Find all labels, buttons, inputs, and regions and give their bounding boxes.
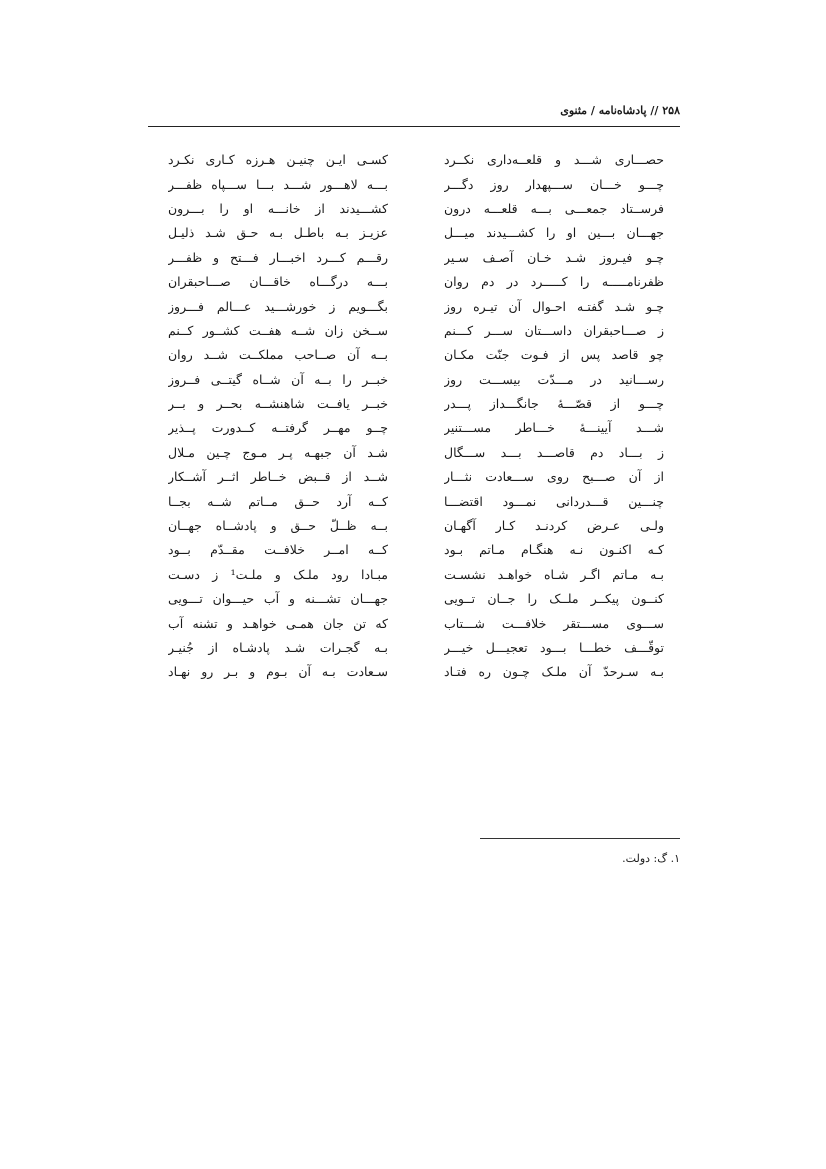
hemistich-first: ولـی عـرض کردنـد کـار آگهـان [444, 518, 664, 534]
hemistich-second: عزیـز بـه باطـل بـه حـق شـد ذلیـل [168, 225, 388, 241]
footnote-rule [480, 838, 680, 839]
hemistich-first: توقّـــف خطـــا بـــود تعجیـــل خیـــر [444, 640, 664, 655]
hemistich-first: کنــون پیکــر ملــک را جــان تــویی [444, 591, 664, 607]
hemistich-second: کشـــیدند از خانـــه او را بـــرون [168, 200, 388, 216]
hemistich-second: بـــه درگـــاه خاقـــان صـــاحبقران [168, 274, 388, 290]
hemistich-first: ظفرنامـــــه را کـــــرد در دم روان [444, 274, 664, 290]
hemistich-second: شــد از قــبض خــاطر اثــر آشــکار [168, 469, 388, 485]
hemistich-second: بــه ظــلّ حــق و پادشــاه جهــان [168, 518, 388, 534]
hemistich-second: خبــر یافــت شاهنشــه بحــر و بــر [168, 396, 388, 412]
hemistich-second: بــه آن صــاحب مملکــت شــد روان [168, 347, 388, 363]
hemistich-first: چو قاصد پس از فـوت جنّت مکـان [444, 347, 664, 363]
couplet [168, 270, 664, 294]
hemistich-second: کسـی ایـن چنیـن هـرزه کـاری نکـرد [168, 152, 388, 168]
poem-body [168, 148, 664, 685]
hemistich-second: کــه امــر خلافــت مقــدّم بــود [168, 542, 388, 558]
couplet [168, 587, 664, 611]
hemistich-first: از آن صـــبح روی ســـعادت نثـــار [444, 469, 664, 485]
hemistich-first: فرســتاد جمعـــی بـــه قلعـــه درون [444, 200, 664, 216]
couplet [168, 441, 664, 465]
hemistich-first: چـــو خـــان ســـپهدار روز دگـــر [444, 176, 664, 192]
hemistich-second: که تن جان همـی خواهـد و تشنه آب [168, 615, 388, 631]
couplet [168, 368, 664, 392]
hemistich-first: ز صـــاحبقران داســـتان ســـر کـــنم [444, 322, 664, 338]
couplet [168, 148, 664, 172]
couplet [168, 489, 664, 513]
hemistich-first: حصـــاری شـــد و قلعــه‌داری نکــرد [444, 152, 664, 168]
hemistich-first: ســـوی مســـتقر خلافـــت شـــتاب [444, 615, 664, 631]
hemistich-first: رســـانید در مـــدّت بیســـت روز [444, 371, 664, 387]
hemistich-second: بـــه لاهـــور شـــد بـــا ســـپاه ظفـــر [168, 176, 388, 192]
couplet [168, 343, 664, 367]
hemistich-first: جهـــان بـــین او را کشـــیدند میـــل [444, 225, 664, 241]
couplet [168, 563, 664, 587]
hemistich-first: چنـــین قـــدردانی نمـــود اقتضـــا [444, 493, 664, 509]
hemistich-first: شـــد آیینـــهٔ خـــاطر مســـتنیر [444, 420, 664, 436]
running-head: ۲۵۸ // پادشاه‌نامه / مثنوی [560, 104, 680, 117]
hemistich-second: چــو مهــر گرفتــه کــدورت پــذیر [168, 420, 388, 436]
hemistich-second: جهـــان تشـــنه و آب حیـــوان تـــویی [168, 591, 388, 607]
couplet [168, 611, 664, 635]
footnote: ۱. گ: دولت. [622, 852, 680, 865]
hemistich-second: مبـادا رود ملـک و ملـت¹ ز دسـت [168, 566, 388, 582]
hemistich-first: چـو شـد گفتـه احـوال آن تیـره روز [444, 298, 664, 314]
hemistich-second: بگـــویم ز خورشـــید عـــالم فـــروز [168, 298, 388, 314]
couplet [168, 465, 664, 489]
couplet [168, 221, 664, 245]
couplet [168, 172, 664, 196]
couplet [168, 514, 664, 538]
hemistich-second: خبــر را بــه آن شــاه گیتــی فــروز [168, 371, 388, 387]
hemistich-first: کـه اکنـون نـه هنگـام مـاتم بـود [444, 542, 664, 558]
hemistich-second: کــه آرد حــق مــاتم شــه بجــا [168, 493, 388, 509]
couplet [168, 416, 664, 440]
couplet [168, 636, 664, 660]
hemistich-second: بـه گجـرات شـد پادشـاه از جُنیـر [168, 640, 388, 655]
hemistich-first: چـــو از قصّـــهٔ جانگـــداز پـــدر [444, 396, 664, 412]
hemistich-first: ز بـــاد دم قاصـــد بـــد ســـگال [444, 444, 664, 460]
header-rule [148, 126, 680, 127]
hemistich-first: چـو فیـروز شـد خـان آصـف سـیر [444, 249, 664, 265]
couplet [168, 392, 664, 416]
couplet [168, 660, 664, 684]
couplet [168, 294, 664, 318]
couplet [168, 319, 664, 343]
hemistich-second: شـد آن جبهـه پـر مـوج چـین مـلال [168, 444, 388, 460]
hemistich-first: بـه مـاتم اگـر شـاه خواهـد نشسـت [444, 566, 664, 582]
couplet [168, 197, 664, 221]
hemistich-first: بـه سـرحدّ آن ملـک چـون ره فتـاد [444, 664, 664, 680]
hemistich-second: سـعادت بـه آن بـوم و بـر رو نهـاد [168, 664, 388, 680]
hemistich-second: ســخن زان شــه هفــت کشــور کــنم [168, 322, 388, 338]
couplet [168, 538, 664, 562]
couplet [168, 246, 664, 270]
hemistich-second: رقـــم کـــرد اخبـــار فـــتح و ظفـــر [168, 249, 388, 265]
